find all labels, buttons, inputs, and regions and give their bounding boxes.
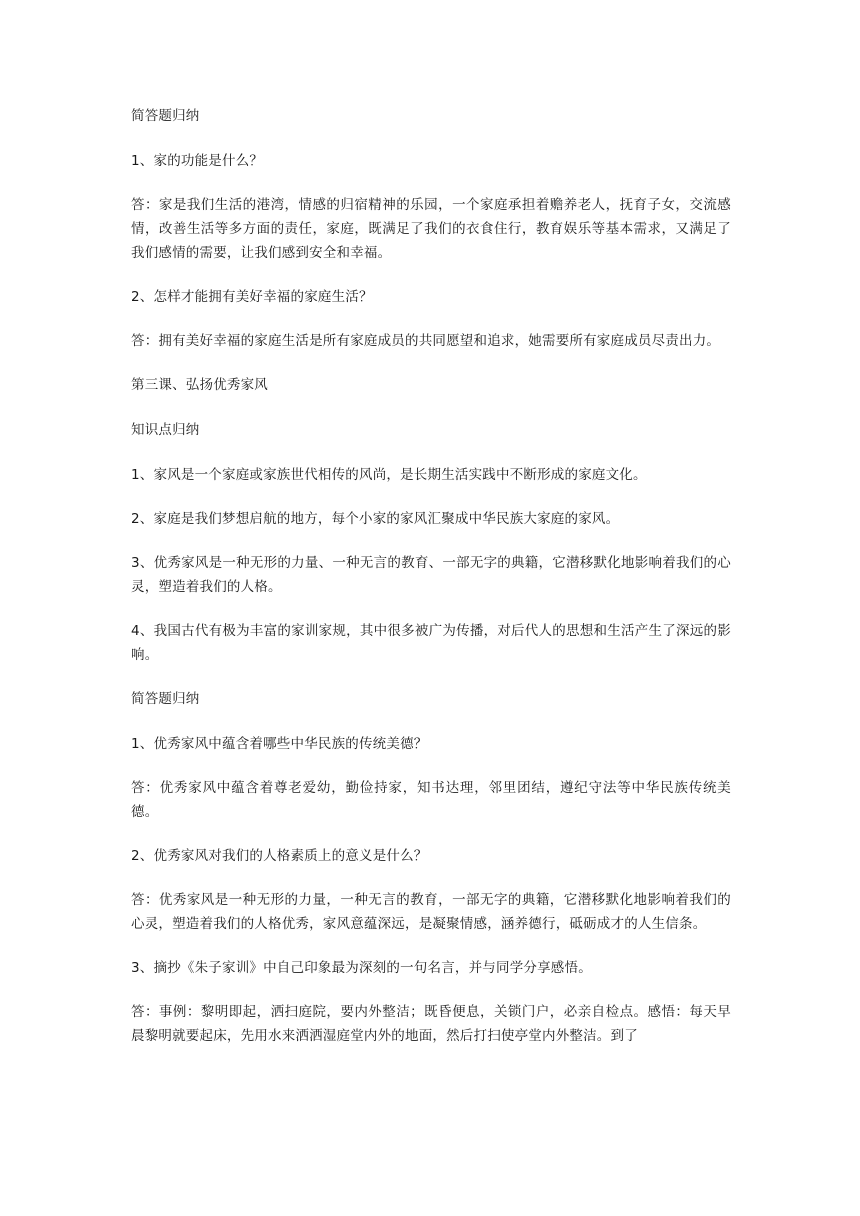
knowledge-point-3: 3、优秀家风是一种无形的力量、一种无言的教育、一部无字的典籍，它潜移默化地影响着我们的心灵，塑造着我们的人格。 xyxy=(131,555,731,595)
answer-1: 答：家是我们生活的港湾，情感的归宿精神的乐园，一个家庭承担着赡养老人，抚育子女，交流感情，改善生活等多方面的责任，家庭，既满足了我们的衣食住行，教育娱乐等基本需求，又满足了我们感情的需要，让我们感到安全和幸福。 xyxy=(131,197,731,261)
knowledge-point-1: 1、家风是一个家庭或家族世代相传的风尚，是长期生活实践中不断形成的家庭文化。 xyxy=(131,467,647,483)
lesson-title: 第三课、弘扬优秀家风 xyxy=(131,377,268,393)
document-page xyxy=(131,104,731,1068)
answer-3: 答：优秀家风中蕴含着尊老爱幼，勤俭持家，知书达理，邻里团结，遵纪守法等中华民族传统美德。 xyxy=(131,780,731,820)
section-heading-knowledge: 知识点归纳 xyxy=(131,422,200,438)
knowledge-point-2: 2、家庭是我们梦想启航的地方，每个小家的家风汇聚成中华民族大家庭的家风。 xyxy=(131,511,620,527)
question-5: 3、摘抄《朱子家训》中自己印象最为深刻的一句名言，并与同学分享感悟。 xyxy=(131,960,592,976)
answer-2: 答：拥有美好幸福的家庭生活是所有家庭成员的共同愿望和追求，她需要所有家庭成员尽责出力。 xyxy=(131,333,721,349)
answer-5: 答：事例：黎明即起，洒扫庭院，要内外整洁；既昏便息，关锁门户，必亲自检点。感悟：每天早晨黎明就要起床，先用水来洒洒湿庭堂内外的地面，然后打扫使亭堂内外整洁。到了 xyxy=(131,1004,731,1044)
knowledge-point-4: 4、我国古代有极为丰富的家训家规，其中很多被广为传播，对后代人的思想和生活产生了深远的影响。 xyxy=(131,623,731,663)
section-heading-summary-2: 简答题归纳 xyxy=(131,691,200,707)
question-3: 1、优秀家风中蕴含着哪些中华民族的传统美德？ xyxy=(131,736,428,752)
question-1: 1、家的功能是什么？ xyxy=(131,153,264,169)
section-heading-summary: 简答题归纳 xyxy=(131,108,200,124)
question-2: 2、怎样才能拥有美好幸福的家庭生活？ xyxy=(131,289,373,305)
question-4: 2、优秀家风对我们的人格素质上的意义是什么？ xyxy=(131,848,428,864)
answer-4: 答：优秀家风是一种无形的力量，一种无言的教育，一部无字的典籍，它潜移默化地影响着我们的心灵，塑造着我们的人格优秀，家风意蕴深远，是凝聚情感，涵养德行，砥砺成才的人生信条。 xyxy=(131,892,731,932)
